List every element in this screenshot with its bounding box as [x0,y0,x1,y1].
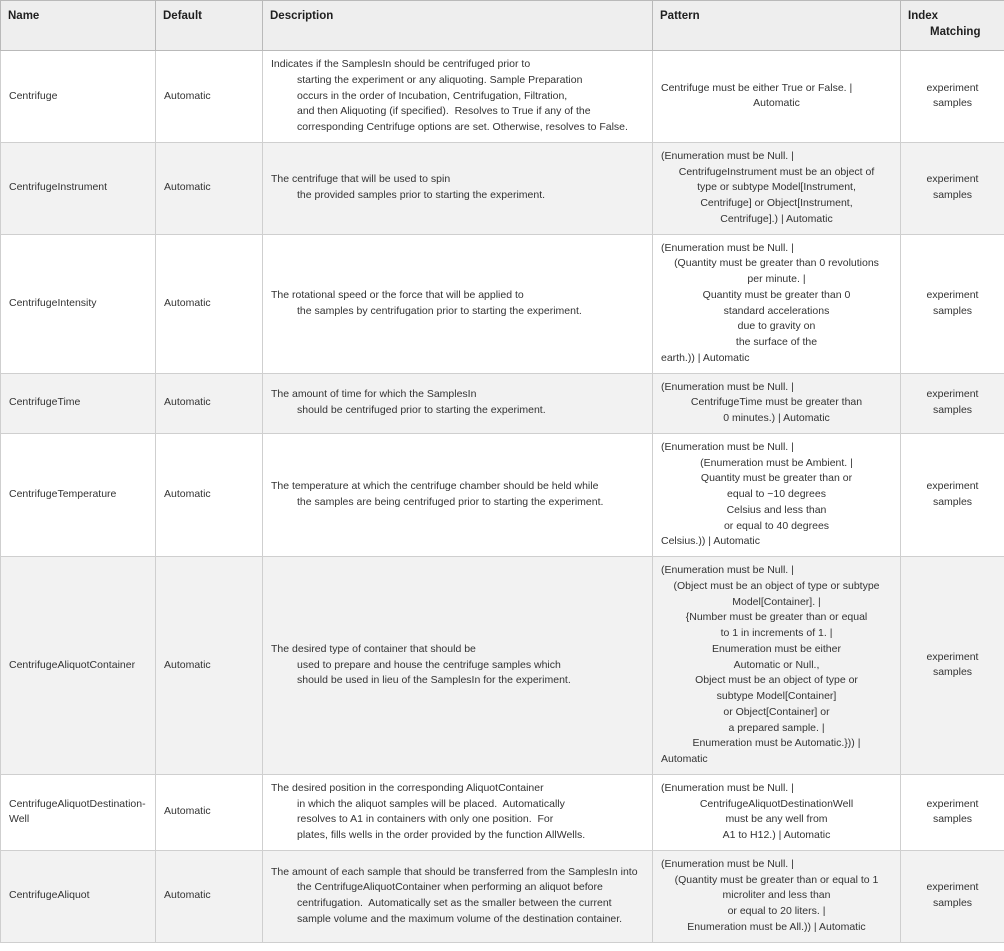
pattern-line: Automatic or Null., [733,658,820,671]
column-header-pattern: Pattern [653,1,901,51]
pattern-line: Object must be an object of type or [695,674,858,687]
cell-option-name: CentrifugeTemperature [1,433,156,556]
pattern-line: Automatic [661,753,708,766]
cell-default-value: Automatic [156,850,263,942]
column-header-index-matching [901,1,1004,51]
description-line: The amount of time for which the SamplesIn [271,388,477,401]
cell-default-value: Automatic [156,234,263,373]
pattern-line: to 1 in increments of 1. | [720,627,833,640]
pattern-line: (Quantity must be greater than or equal to 1 [674,873,879,886]
description-line: used to prepare and house the centrifuge samples which [297,658,561,671]
cell-index-matching: experiment samples [901,850,1004,942]
pattern-line: must be any well from [725,813,828,826]
pattern-line: microliter and less than [722,889,831,902]
cell-pattern [653,850,901,942]
pattern-line: due to gravity on [737,320,816,333]
description-line: corresponding Centrifuge options are set. Otherwise, resolves to False. [297,121,628,134]
description-line: the CentrifugeAliquotContainer when performing an aliquot before [297,881,603,894]
pattern-line: (Enumeration must be Null. | [661,781,794,794]
cell-pattern [653,373,901,433]
description-line: starting the experiment or any aliquoting. Sample Preparation [297,73,583,86]
cell-pattern [653,433,901,556]
description-text [271,387,644,419]
pattern-line: per minute. | [747,273,806,286]
cell-option-name: Centrifuge [1,51,156,143]
table-body [1,51,1004,943]
pattern-line: Automatic [753,97,800,110]
table-row [1,850,1004,942]
cell-index-matching: experiment samples [901,51,1004,143]
pattern-line: (Enumeration must be Ambient. | [700,456,853,469]
table-row [1,234,1004,373]
pattern-line: equal to −10 degrees [727,488,826,501]
table-row [1,774,1004,850]
description-line: should be centrifuged prior to starting the experiment. [297,404,546,417]
pattern-text [661,380,892,427]
cell-default-value: Automatic [156,557,263,775]
cell-description [263,433,653,556]
pattern-line: or equal to 40 degrees [723,519,830,532]
description-line: The desired type of container that should be [271,642,476,655]
pattern-line: Enumeration must be Automatic.})) | [692,737,861,750]
description-line: The amount of each sample that should be transferred from the SamplesIn into [271,865,638,878]
column-header-index-line1: Index [908,10,939,22]
description-text [271,781,644,844]
pattern-line: CentrifugeAliquotDestinationWell [699,797,854,810]
cell-index-matching: experiment samples [901,557,1004,775]
description-line: the samples by centrifugation prior to starting the experiment. [297,304,582,317]
pattern-line: (Enumeration must be Null. | [661,380,794,393]
description-text [271,288,644,320]
pattern-line: 0 minutes.) | Automatic [723,412,830,425]
cell-description [263,850,653,942]
cell-option-name: CentrifugeAliquotDestination-Well [1,774,156,850]
description-line: centrifugation. Automatically set as the smaller between the current [297,897,612,910]
cell-default-value: Automatic [156,433,263,556]
cell-pattern [653,774,901,850]
table-row [1,433,1004,556]
cell-description [263,774,653,850]
pattern-line: Centrifuge must be either True or False. | [661,81,853,94]
description-line: The centrifuge that will be used to spin [271,173,451,186]
description-text [271,642,644,689]
description-line: occurs in the order of Incubation, Centrifugation, Filtration, [297,89,568,102]
pattern-line: or Object[Container] or [723,705,830,718]
table-row [1,142,1004,234]
cell-description [263,557,653,775]
pattern-line: (Enumeration must be Null. | [661,440,794,453]
table-row [1,373,1004,433]
description-line: plates, fills wells in the order provided by the function AllWells. [297,829,586,842]
pattern-line: Celsius and less than [726,503,827,516]
pattern-line: Enumeration must be either [712,642,841,655]
cell-index-matching: experiment samples [901,234,1004,373]
pattern-line: (Enumeration must be Null. | [661,149,794,162]
pattern-line: A1 to H12.) | Automatic [722,829,831,842]
cell-option-name: CentrifugeIntensity [1,234,156,373]
pattern-line: Model[Container]. | [732,595,821,608]
cell-pattern [653,51,901,143]
column-header-description: Description [263,1,653,51]
pattern-line: a prepared sample. | [728,721,825,734]
cell-description [263,373,653,433]
table-header [1,1,1004,51]
description-line: the samples are being centrifuged prior to starting the experiment. [297,495,604,508]
cell-pattern [653,557,901,775]
description-line: The temperature at which the centrifuge chamber should be held while [271,480,599,493]
pattern-line: (Enumeration must be Null. | [661,241,794,254]
cell-option-name: CentrifugeAliquotContainer [1,557,156,775]
cell-option-name: CentrifugeTime [1,373,156,433]
pattern-line: Celsius.)) | Automatic [661,535,761,548]
cell-index-matching: experiment samples [901,433,1004,556]
pattern-line: type or subtype Model[Instrument, [697,181,856,194]
pattern-text [661,149,892,228]
table-header-row [1,1,1004,51]
pattern-line: Quantity must be greater than or [700,472,853,485]
cell-default-value: Automatic [156,51,263,143]
cell-default-value: Automatic [156,373,263,433]
cell-index-matching: experiment samples [901,373,1004,433]
description-line: in which the aliquot samples will be placed. Automatically [297,797,565,810]
description-text [271,479,644,511]
cell-index-matching: experiment samples [901,774,1004,850]
pattern-line: CentrifugeTime must be greater than [690,396,863,409]
description-text [271,57,644,136]
table-row [1,557,1004,775]
pattern-line: CentrifugeInstrument must be an object of [678,165,875,178]
cell-index-matching: experiment samples [901,142,1004,234]
pattern-line: subtype Model[Container] [716,690,837,703]
cell-description [263,234,653,373]
description-text [271,172,644,204]
pattern-text [661,781,892,844]
pattern-text [661,857,892,936]
pattern-line: (Quantity must be greater than 0 revolutions [674,257,879,270]
cell-default-value: Automatic [156,142,263,234]
cell-description [263,51,653,143]
description-line: and then Aliquoting (if specified). Resolves to True if any of the [297,105,591,118]
pattern-line: Quantity must be greater than 0 [702,288,851,301]
pattern-text [661,81,892,113]
table-row [1,51,1004,143]
pattern-line: the surface of the [735,336,818,349]
pattern-line: standard accelerations [723,304,830,317]
description-line: resolves to A1 in containers with only one position. For [297,813,554,826]
cell-default-value: Automatic [156,774,263,850]
pattern-text [661,563,892,768]
pattern-line: Centrifuge].) | Automatic [720,212,833,225]
description-text [271,865,644,928]
pattern-line: (Object must be an object of type or subtype [673,579,880,592]
cell-pattern [653,234,901,373]
pattern-line: Enumeration must be All.)) | Automatic [687,920,866,933]
pattern-line: or equal to 20 liters. | [727,905,826,918]
pattern-line: Centrifuge] or Object[Instrument, [700,197,853,210]
pattern-text [661,241,892,367]
column-header-default: Default [156,1,263,51]
pattern-line: {Number must be greater than or equal [685,611,868,624]
column-header-name: Name [1,1,156,51]
description-line: Indicates if the SamplesIn should be centrifuged prior to [271,58,531,71]
description-line: The rotational speed or the force that will be applied to [271,288,524,301]
column-header-index-line2: Matching [930,25,981,38]
description-line: should be used in lieu of the SamplesIn for the experiment. [297,674,571,687]
description-line: The desired position in the corresponding AliquotContainer [271,781,544,794]
cell-description [263,142,653,234]
pattern-line: (Enumeration must be Null. | [661,564,794,577]
cell-pattern [653,142,901,234]
description-line: sample volume and the maximum volume of the destination container. [297,912,623,925]
pattern-text [661,440,892,550]
description-line: the provided samples prior to starting the experiment. [297,189,546,202]
pattern-line: (Enumeration must be Null. | [661,857,794,870]
cell-option-name: CentrifugeAliquot [1,850,156,942]
pattern-line: earth.)) | Automatic [661,351,750,364]
cell-option-name: CentrifugeInstrument [1,142,156,234]
